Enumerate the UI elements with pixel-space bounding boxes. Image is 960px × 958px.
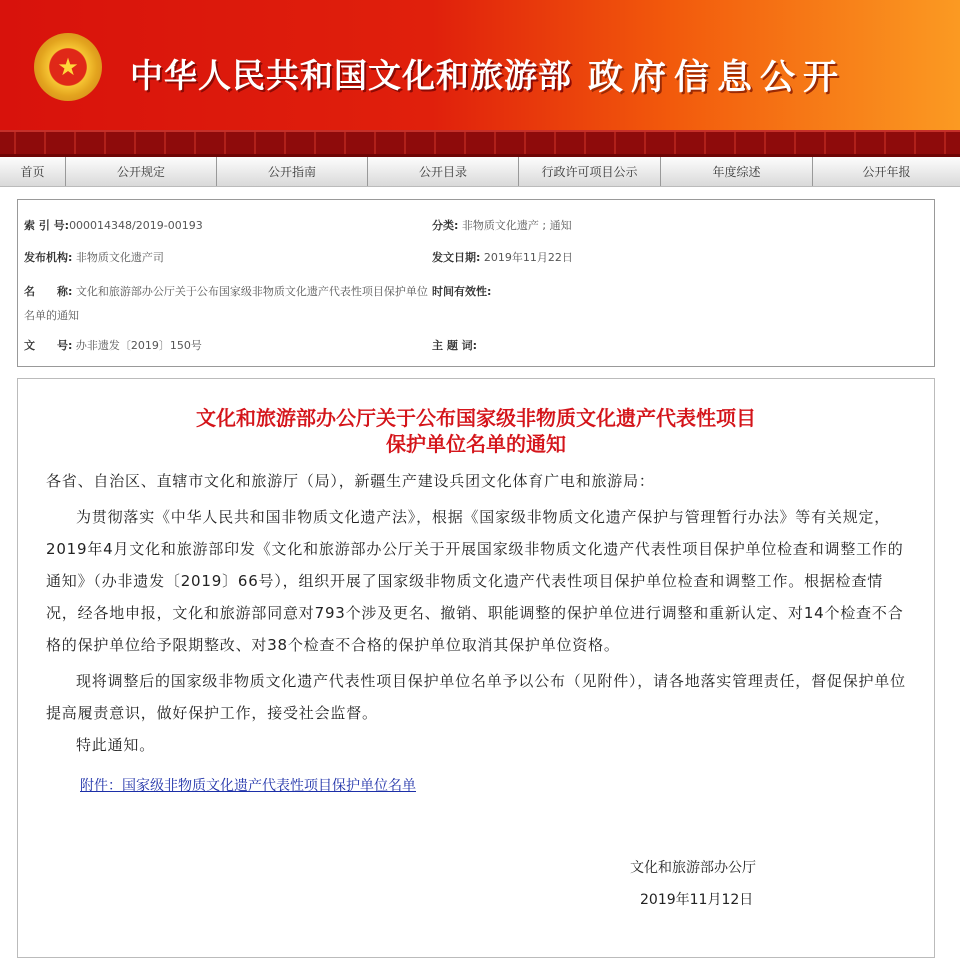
nav-rules[interactable]: 公开规定 — [66, 157, 217, 186]
article — [17, 378, 935, 958]
nav-annual-summary[interactable]: 年度综述 — [661, 157, 813, 186]
keywords-label: 主 题 词: — [432, 339, 478, 352]
docno-value: 办非遗发〔2019〕150号 — [75, 339, 202, 352]
category-value: 非物质文化遗产 ; 通知 — [461, 219, 572, 232]
document-metadata — [17, 199, 935, 367]
name-value: 文化和旅游部办公厅关于公布国家级非物质文化遗产代表性项目保护单位名单的通知 — [24, 285, 428, 322]
date-label: 发文日期: — [432, 251, 481, 264]
nav-home[interactable]: 首页 — [0, 157, 66, 186]
nav-licensing[interactable]: 行政许可项目公示 — [519, 157, 661, 186]
article-body — [18, 465, 934, 761]
name-label: 名 称: — [24, 285, 73, 298]
index-label: 索 引 号: — [24, 219, 70, 232]
title-line-2: 保护单位名单的通知 — [386, 432, 566, 456]
attachment-link[interactable]: 附件：国家级非物质文化遗产代表性项目保护单位名单 — [80, 778, 416, 794]
publisher-label: 发布机构: — [24, 251, 73, 264]
article-title — [18, 405, 934, 457]
title-line-1: 文化和旅游部办公厅关于公布国家级非物质文化遗产代表性项目 — [196, 406, 756, 430]
nav-annual-report[interactable]: 公开年报 — [862, 165, 911, 179]
paragraph-2: 现将调整后的国家级非物质文化遗产代表性项目保护单位名单予以公布（见附件），请各地落实管理责任，督促保护单位提高履责意识，做好保护工作，接受社会监督。 — [46, 672, 906, 722]
index-value: 000014348/2019-00193 — [69, 219, 203, 232]
category-label: 分类: — [432, 219, 459, 232]
sign-date: 2019年11月12日 — [640, 892, 754, 908]
site-title: 中华人民共和国文化和旅游部 — [130, 56, 572, 95]
site-subtitle: 政府信息公开 — [588, 57, 847, 98]
nav-catalog[interactable]: 公开目录 — [368, 157, 519, 186]
national-emblem-icon: ★ — [34, 33, 102, 101]
nav-guide[interactable]: 公开指南 — [217, 157, 368, 186]
decorative-border — [0, 130, 960, 157]
signer: 文化和旅游部办公厅 — [630, 860, 756, 876]
paragraph-3: 特此通知。 — [76, 736, 156, 754]
main-nav — [0, 157, 960, 187]
docno-label: 文 号: — [24, 339, 73, 352]
site-header — [0, 0, 960, 130]
publisher-value: 非物质文化遗产司 — [75, 251, 164, 264]
salutation: 各省、自治区、直辖市文化和旅游厅（局），新疆生产建设兵团文化体育广电和旅游局： — [46, 472, 655, 490]
date-value: 2019年11月22日 — [483, 251, 573, 264]
validity-label: 时间有效性: — [432, 285, 492, 298]
paragraph-1: 为贯彻落实《中华人民共和国非物质文化遗产法》，根据《国家级非物质文化遗产保护与管理暂行办法》等有关规定，2019年4月文化和旅游部印发《文化和旅游部办公厅关于开展国家级非物质文化遗产代表性项目保护单位检查和调整工作的通知》（办非遗发〔2019〕66号），组织开展了国家级非物质文化遗产代表性项目保护单位检查和调整工作。根据检查情况，经各地申报，文化和旅游部同意对793个涉及更名、撤销、职能调整的保护单位进行调整和重新认定、对14个检查不合格的保护单位给予限期整改、对38个检查不合格的保护单位取消其保护单位资格。 — [46, 508, 904, 654]
